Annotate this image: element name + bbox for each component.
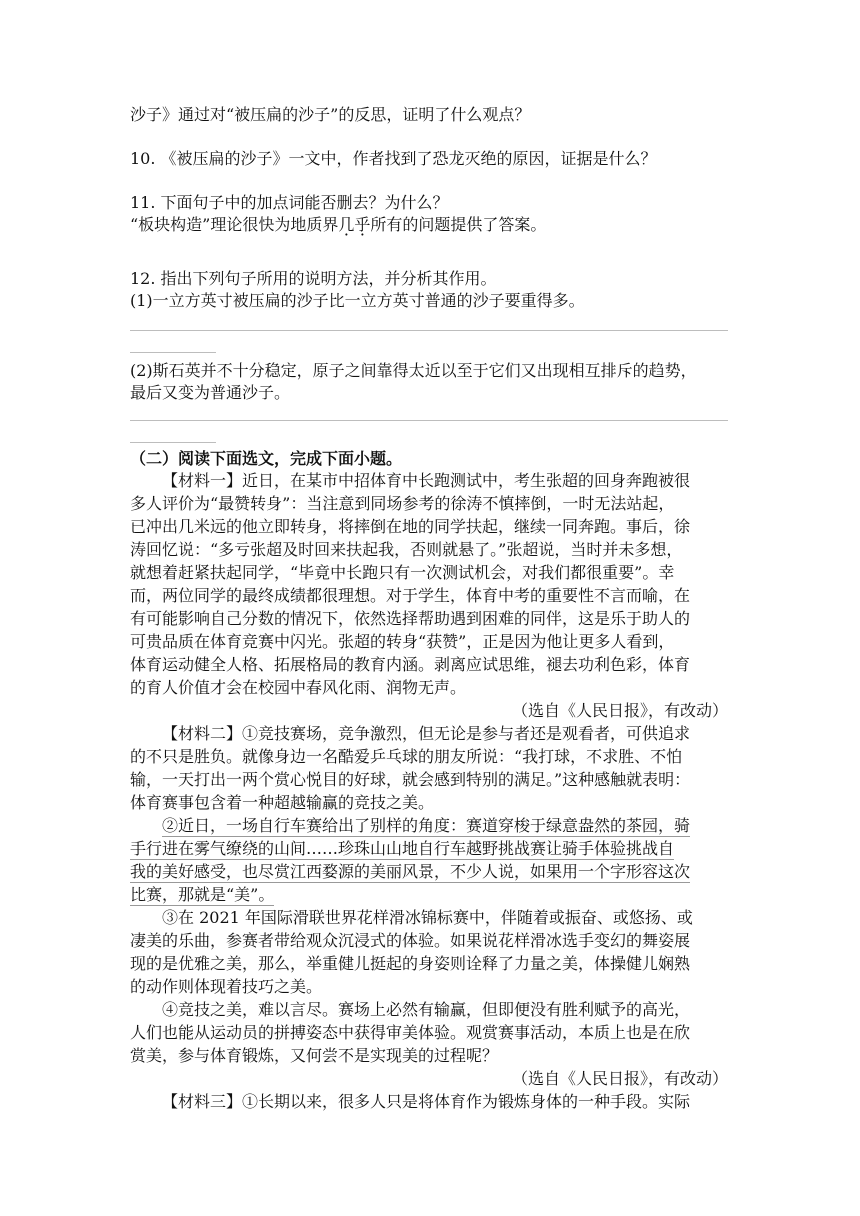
sentence-after: 所有的问题提供了答案。 <box>370 215 547 234</box>
material-1-line: 涛回忆说：“多亏张超及时回来扶起我，否则就悬了。”张超说，当时并未多想， <box>130 540 683 559</box>
material-1-line: 体育运动健全人格、拓展格局的教育内涵。剥离应试思维，褪去功利色彩，体育 <box>130 655 691 674</box>
material-1-line: 而，两位同学的最终成绩都很理想。对于学生，体育中考的重要性不言而喻，在 <box>130 586 691 605</box>
answer-line[interactable] <box>130 420 728 421</box>
material-3-line: 【材料三】①长期以来，很多人只是将体育作为锻炼身体的一种手段。实际 <box>162 1092 691 1111</box>
material-1-line: 有可能影响自己分数的情况下，依然选择帮助遇到困难的同伴，这是乐于助人的 <box>130 609 691 628</box>
question-9-tail: 沙子》通过对“被压扁的沙子”的反思，证明了什么观点？ <box>130 105 531 124</box>
material-2-line: 【材料二】①竞技赛场，竞争激烈，但无论是参与者还是观看者，可供追求 <box>162 724 691 743</box>
material-2-line <box>130 884 730 906</box>
section-2-heading: （二）阅读下面选文，完成下面小题。 <box>130 449 403 468</box>
material-2-line <box>130 861 730 883</box>
material-1-line: 可贵品质在体育竞赛中闪光。张超的转身“获赞”，正是因为他让更多人看到， <box>130 632 675 651</box>
question-12-item-2-line-2: 最后又变为普通沙子。 <box>130 383 291 402</box>
material-2-line: 赏美，参与体育锻炼，又何尝不是实现美的过程呢？ <box>130 1046 499 1065</box>
question-11-prompt: 11. 下面句子中的加点词能否删去？为什么？ <box>130 193 449 212</box>
dotted-char-2: 乎 <box>354 215 371 234</box>
material-2-line: 体育赛事包含着一种超越输赢的竞技之美。 <box>130 793 435 812</box>
underlined-text: 我的美好感受，也尽赏江西婺源的美丽风景，不少人说，如果用一个字形容这次 <box>130 862 691 881</box>
material-2-line <box>130 838 730 860</box>
material-2-line: 人们也能从运动员的拼搏姿态中获得审美体验。观赏赛事活动，本质上也是在欣 <box>130 1023 691 1042</box>
material-2-line: ④竞技之美，难以言尽。赛场上必然有输赢，但即便没有胜利赋予的高光， <box>162 1000 691 1019</box>
dotted-char-1: 几 <box>338 215 355 234</box>
material-2-line <box>162 815 732 837</box>
underlined-text: 比赛，那就是“美”。 <box>130 885 275 904</box>
underlined-text: ②近日，一场自行车赛给出了别样的角度：赛道穿梭于绿意盎然的茶园，骑 <box>162 816 691 835</box>
answer-line[interactable] <box>130 330 728 331</box>
underlined-text: 手行进在雾气缭绕的山间……珍珠山山地自行车越野挑战赛让骑手体验挑战自 <box>130 839 675 858</box>
answer-line-short[interactable] <box>130 352 216 353</box>
material-2-line: 的动作则体现着技巧之美。 <box>130 977 323 996</box>
material-1-line: 就想着赶紧扶起同学，“毕竟中长跑只有一次测试机会，对我们都很重要”。幸 <box>130 563 675 582</box>
material-2-line: 凄美的乐曲，参赛者带给观众沉浸式的体验。如果说花样滑冰选手变幻的舞姿展 <box>130 931 691 950</box>
material-1-line: 【材料一】近日，在某市中招体育中长跑测试中，考生张超的回身奔跑被很 <box>162 471 691 490</box>
sentence-before: “板块构造”理论很快为地质界 <box>130 215 339 234</box>
answer-line-short[interactable] <box>130 442 216 443</box>
material-1-line: 多人评价为“最赞转身”：当注意到同场参考的徐涛不慎摔倒，一时无法站起， <box>130 494 675 513</box>
question-12-item-1: (1)一立方英寸被压扁的沙子比一立方英寸普通的沙子要重得多。 <box>130 291 585 310</box>
material-1-line: 的育人价值才会在校园中春风化雨、润物无声。 <box>130 678 467 697</box>
question-12-item-2-line-1: (2)斯石英并不十分稳定，原子之间靠得太近以至于它们又出现相互排斥的趋势， <box>130 361 697 380</box>
material-2-source: （选自《人民日报》，有改动） <box>511 1069 728 1088</box>
question-12-prompt: 12. 指出下列句子所用的说明方法，并分析其作用。 <box>130 269 497 288</box>
material-2-line: 输，一天打出一两个赏心悦目的好球，就会感到特别的满足。”这种感触就表明： <box>130 770 691 789</box>
question-10: 10. 《被压扁的沙子》一文中，作者找到了恐龙灭绝的原因，证据是什么？ <box>130 149 657 168</box>
material-1-line: 已冲出几米远的他立即转身，将摔倒在地的同学扶起，继续一同奔跑。事后，徐 <box>130 517 691 536</box>
material-1-source: （选自《人民日报》，有改动） <box>511 701 728 720</box>
material-2-line: 现的是优雅之美，那么，举重健儿挺起的身姿则诠释了力量之美，体操健儿娴熟 <box>130 954 691 973</box>
material-2-line: ③在 2021 年国际滑联世界花样滑冰锦标赛中，伴随着或振奋、或悠扬、或 <box>162 908 693 927</box>
material-2-line: 的不只是胜负。就像身边一名酷爱乒乓球的朋友所说：“我打球，不求胜、不怕 <box>130 747 683 766</box>
question-11-sentence <box>130 214 730 236</box>
